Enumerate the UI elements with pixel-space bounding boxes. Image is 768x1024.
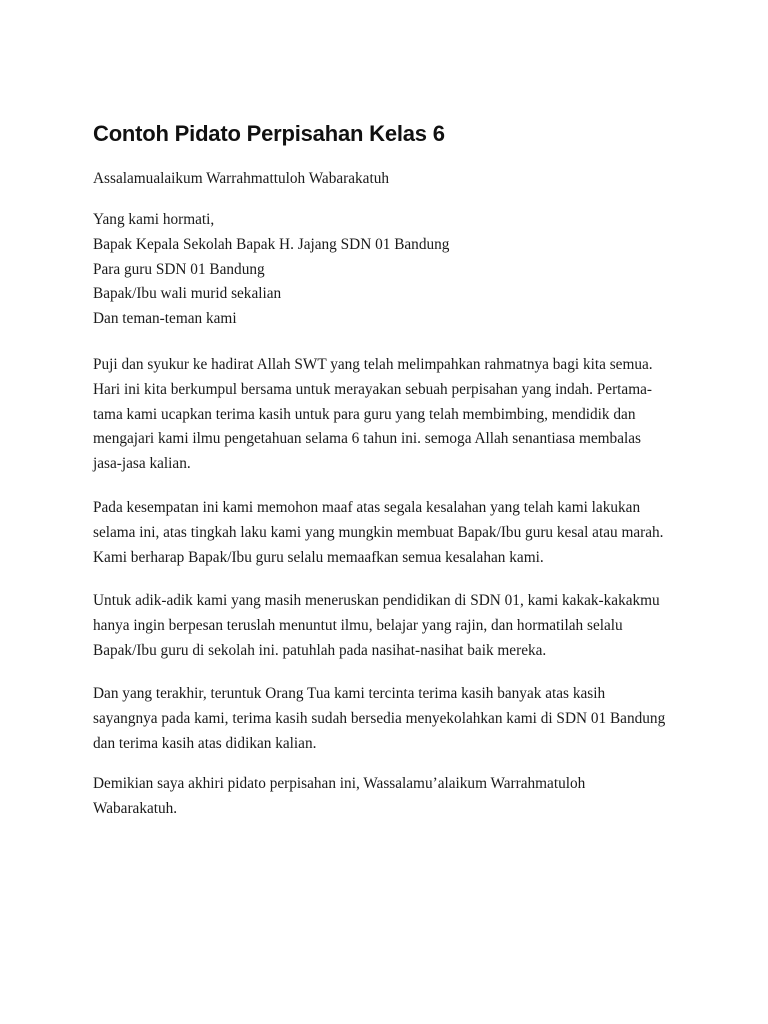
text-line: Hari ini kita berkumpul bersama untuk merayakan sebuah perpisahan yang indah. Pertama- xyxy=(93,380,653,398)
paragraph xyxy=(93,353,653,477)
text-line: Bapak Kepala Sekolah Bapak H. Jajang SDN 01 Bandung xyxy=(93,235,450,253)
text-line: Bapak/Ibu wali murid sekalian xyxy=(93,285,282,303)
paragraph xyxy=(93,208,449,332)
document-title: Contoh Pidato Perpisahan Kelas 6 xyxy=(93,121,445,146)
paragraph xyxy=(93,496,664,570)
paragraph xyxy=(93,772,585,822)
text-line: Demikian saya akhiri pidato perpisahan ini, Wassalamu’alaikum Warrahmatuloh xyxy=(93,775,586,792)
text-line: mengajari kami ilmu pengetahuan selama 6 tahun ini. semoga Allah senantiasa membalas xyxy=(93,430,641,448)
text-line: Bapak/Ibu guru di sekolah ini. patuhlah pada nasihat-nasihat baik mereka. xyxy=(93,641,547,659)
text-line: Yang kami hormati, xyxy=(93,211,215,228)
text-line: Untuk adik-adik kami yang masih meneruskan pendidikan di SDN 01, kami kakak-kakakmu xyxy=(93,592,660,609)
text-line: jasa-jasa kalian. xyxy=(93,455,191,473)
text-line: selama ini, atas tingkah laku kami yang mungkin membuat Bapak/Ibu guru kesal atau marah. xyxy=(93,523,664,541)
text-line: Dan yang terakhir, teruntuk Orang Tua kami tercinta terima kasih banyak atas kasih xyxy=(93,685,606,702)
paragraph xyxy=(93,589,660,663)
text-line: tama kami ucapkan terima kasih untuk para guru yang telah membimbing, mendidik dan xyxy=(93,405,636,423)
paragraph xyxy=(93,167,389,192)
text-line: Para guru SDN 01 Bandung xyxy=(93,260,265,278)
text-line: dan terima kasih atas didikan kalian. xyxy=(93,734,317,752)
text-line: Pada kesempatan ini kami memohon maaf atas segala kesalahan yang telah kami lakukan xyxy=(93,499,641,516)
paragraph xyxy=(93,682,665,756)
text-line: sayangnya pada kami, terima kasih sudah bersedia menyekolahkan kami di SDN 01 Bandung xyxy=(93,709,666,727)
text-line: Dan teman-teman kami xyxy=(93,310,237,328)
text-line: Assalamualaikum Warrahmattuloh Wabarakatuh xyxy=(93,170,390,187)
text-line: hanya ingin berpesan teruslah menuntut ilmu, belajar yang rajin, dan hormatilah selalu xyxy=(93,616,623,634)
text-line: Puji dan syukur ke hadirat Allah SWT yang telah melimpahkan rahmatnya bagi kita semua. xyxy=(93,356,653,373)
text-line: Wabarakatuh. xyxy=(93,799,178,817)
text-line: Kami berharap Bapak/Ibu guru selalu memaafkan semua kesalahan kami. xyxy=(93,548,544,566)
